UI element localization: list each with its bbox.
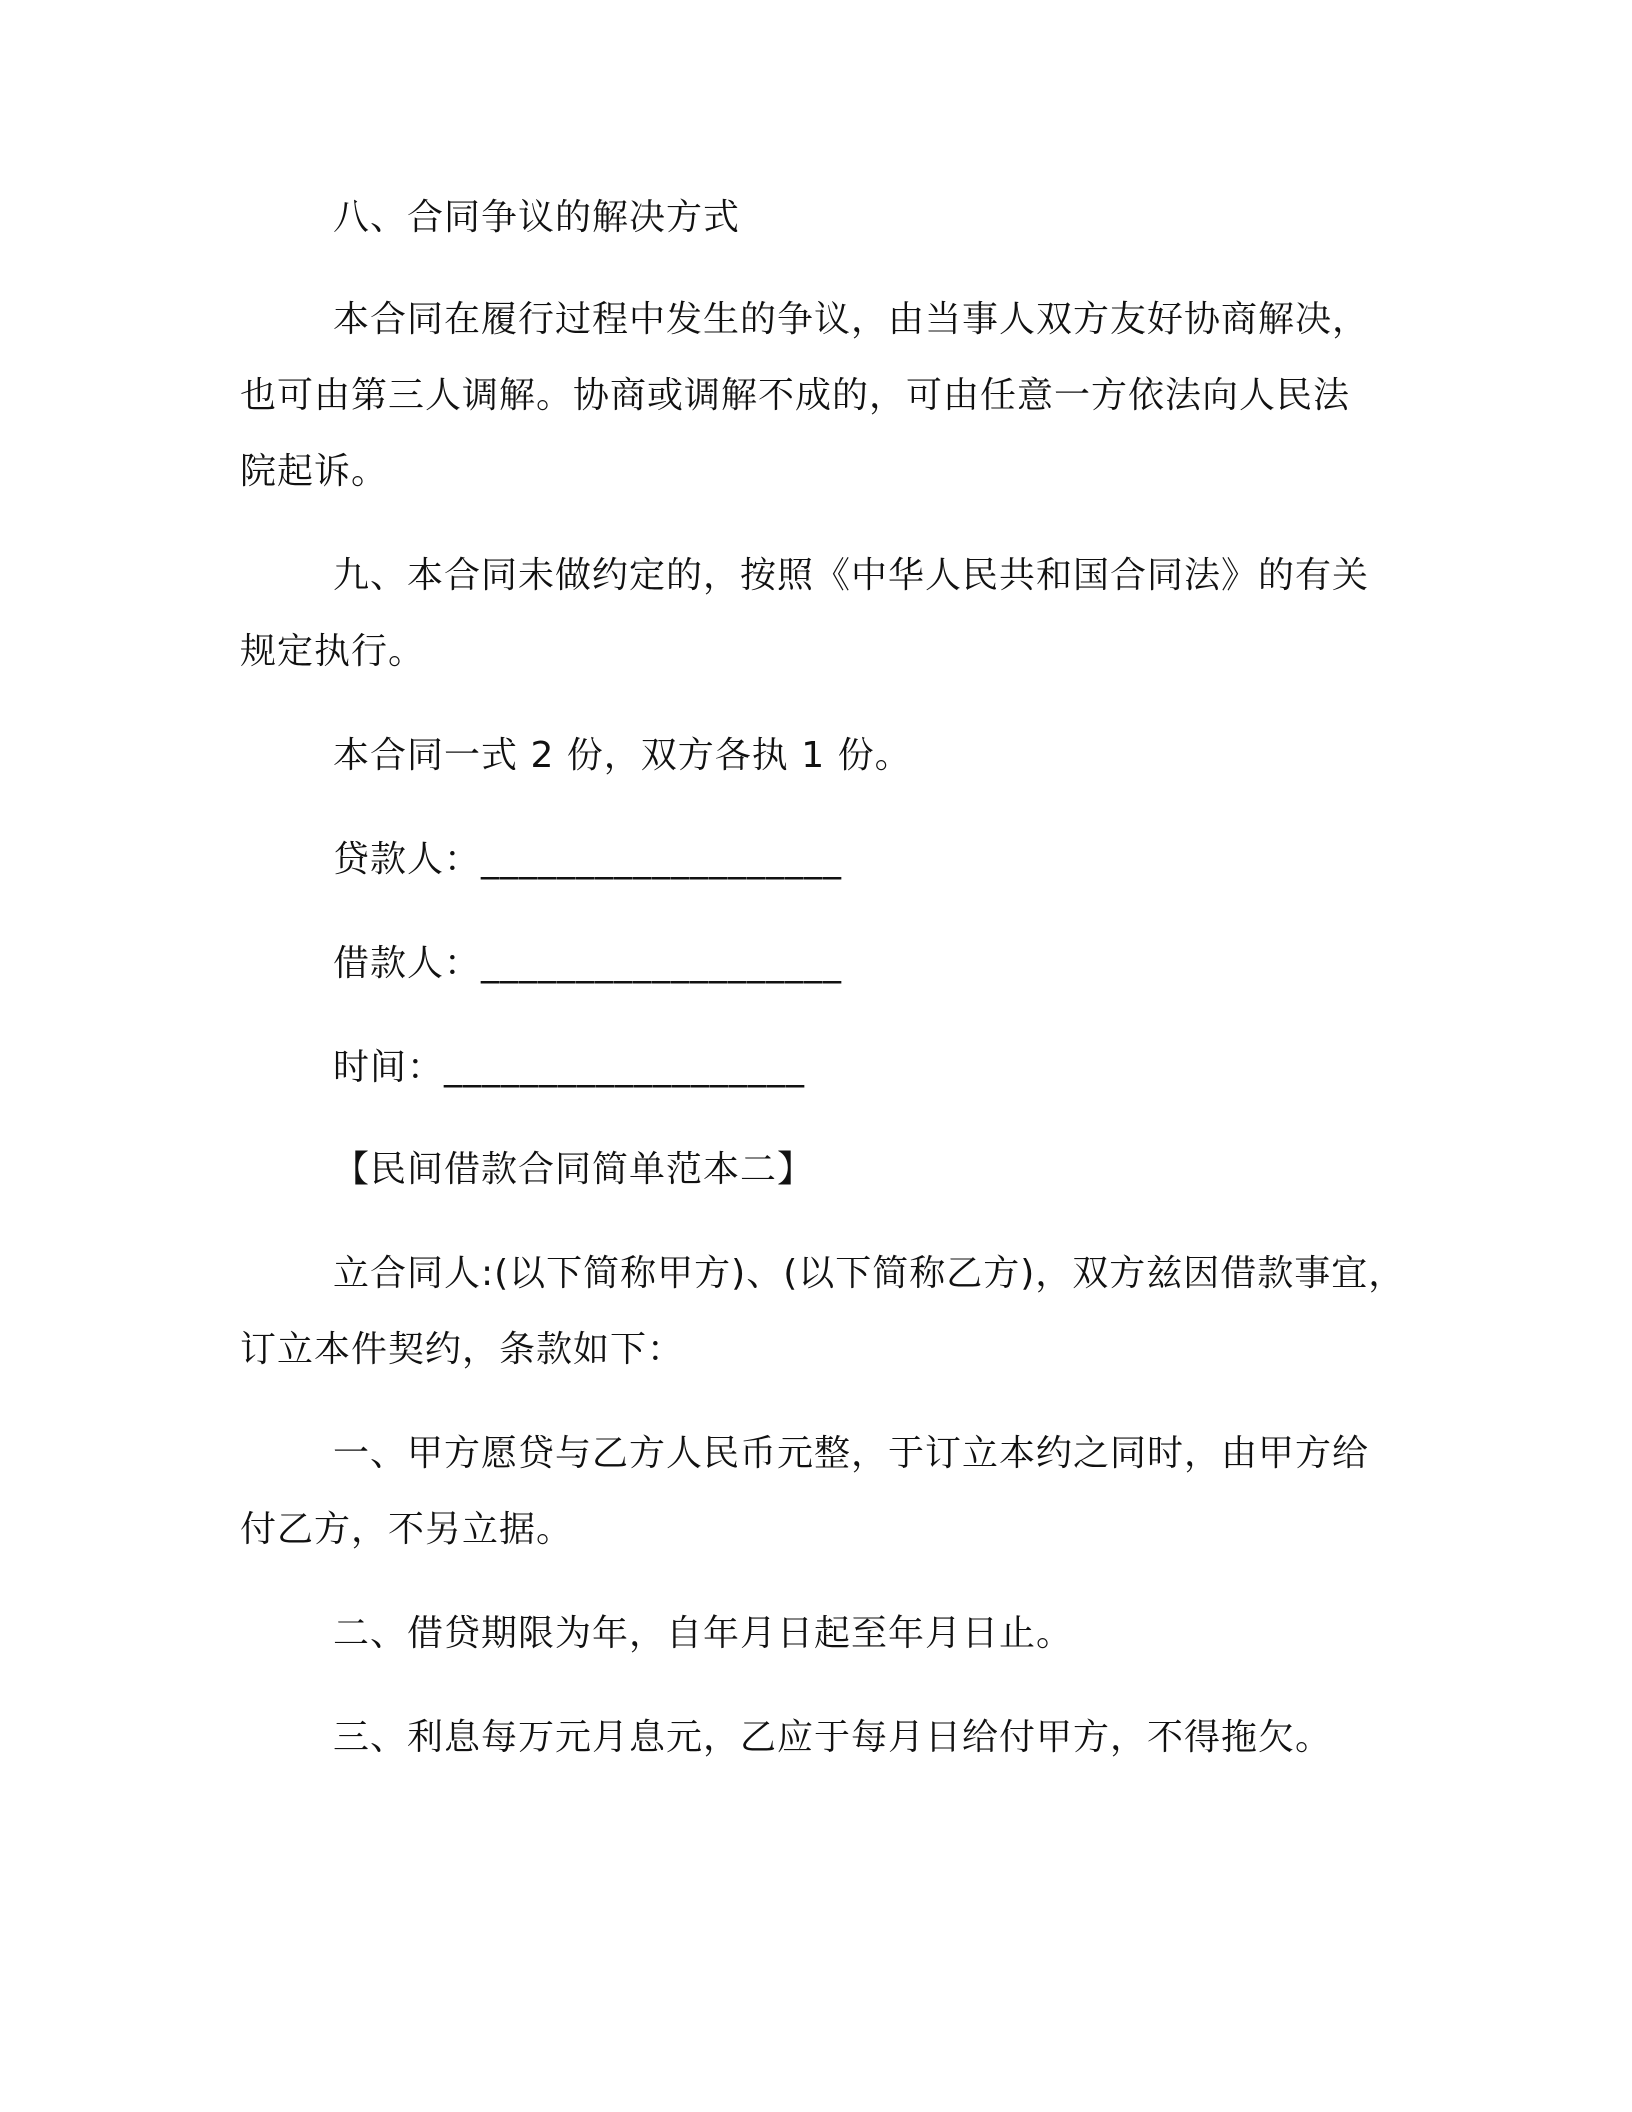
clause-1-line-1: 一、甲方愿贷与乙方人民币元整，于订立本约之同时，由甲方给	[333, 1433, 1370, 1474]
date-signature-line: 时间：___________________	[333, 1047, 806, 1088]
copies-statement: 本合同一式 2 份，双方各执 1 份。	[333, 735, 912, 776]
borrower-signature-line: 借款人：___________________	[333, 943, 843, 984]
section-9-line-1: 九、本合同未做约定的，按照《中华人民共和国合同法》的有关	[333, 555, 1370, 596]
section-8-heading: 八、合同争议的解决方式	[333, 197, 741, 238]
lender-signature-line: 贷款人：___________________	[333, 839, 843, 880]
section-9-line-2: 规定执行。	[240, 631, 426, 672]
parties-line-2: 订立本件契约，条款如下：	[240, 1329, 685, 1370]
section-8-paragraph-line-1: 本合同在履行过程中发生的争议，由当事人双方友好协商解决，	[333, 299, 1370, 340]
parties-line-1: 立合同人:(以下简称甲方)、(以下简称乙方)，双方兹因借款事宜，	[333, 1253, 1406, 1294]
clause-2: 二、借贷期限为年，自年月日起至年月日止。	[333, 1613, 1074, 1654]
section-8-paragraph-line-3: 院起诉。	[240, 451, 389, 492]
clause-1-line-2: 付乙方，不另立据。	[240, 1509, 574, 1550]
template-2-title: 【民间借款合同简单范本二】	[333, 1149, 815, 1190]
section-8-paragraph-line-2: 也可由第三人调解。协商或调解不成的，可由任意一方依法向人民法	[240, 375, 1351, 416]
clause-3: 三、利息每万元月息元，乙应于每月日给付甲方，不得拖欠。	[333, 1717, 1333, 1758]
